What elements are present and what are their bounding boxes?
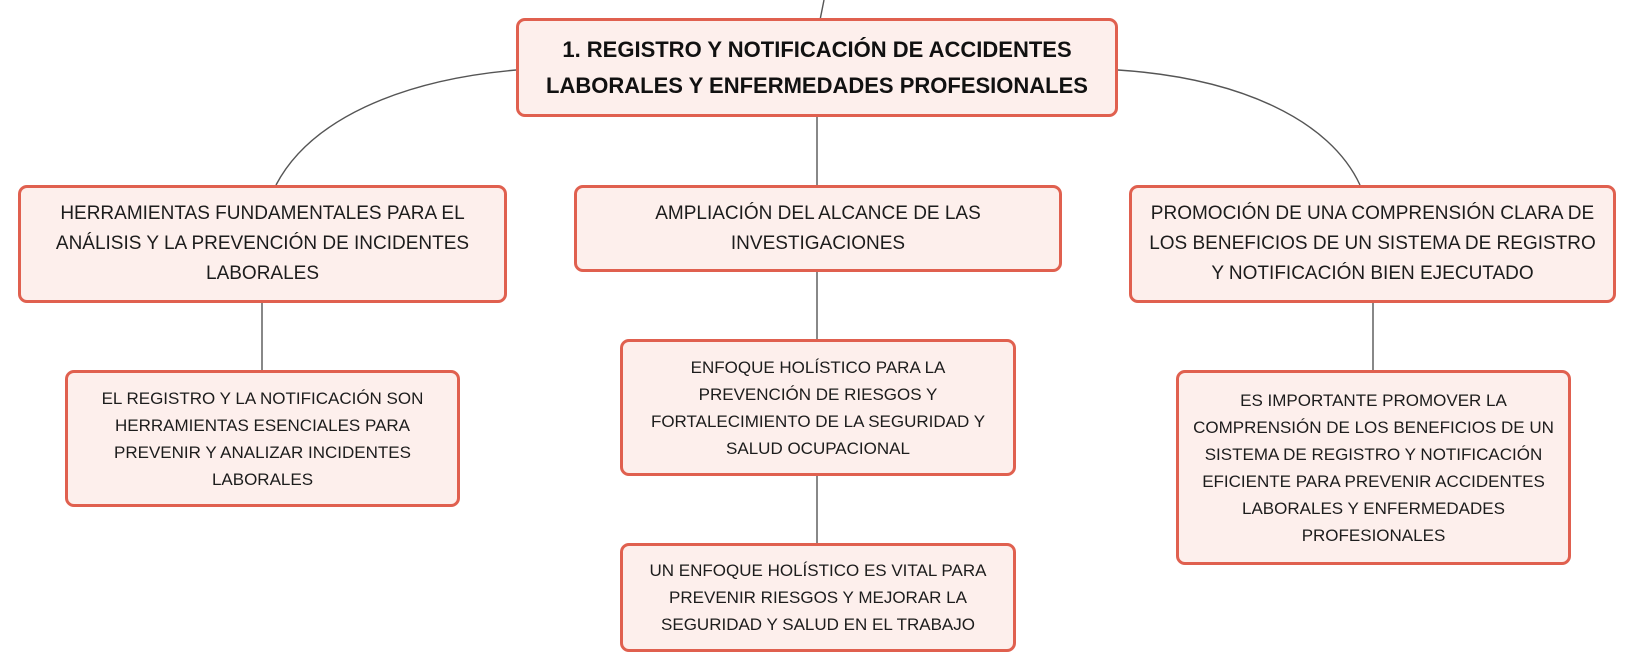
child-node-label: EL REGISTRO Y LA NOTIFICACIÓN SON HERRAMIENTAS ESENCIALES PARA PREVENIR Y ANALIZAR INCIDENTES LABORALES [101, 388, 424, 489]
branch-node-label: AMPLIACIÓN DEL ALCANCE DE LAS INVESTIGACIONES [655, 202, 981, 254]
branch-node-promocion[interactable] [1129, 185, 1616, 303]
branch-node-herramientas[interactable] [18, 185, 507, 303]
child-node-registro-notificacion[interactable] [65, 370, 460, 507]
branch-node-label: PROMOCIÓN DE UNA COMPRENSIÓN CLARA DE LOS BENEFICIOS DE UN SISTEMA DE REGISTRO Y NOTIFICACIÓN BIEN EJECUTADO [1149, 203, 1596, 284]
connector-root-incoming [820, 0, 824, 20]
child-node-label: UN ENFOQUE HOLÍSTICO ES VITAL PARA PREVENIR RIESGOS Y MEJORAR LA SEGURIDAD Y SALUD EN EL TRABAJO [649, 561, 987, 634]
root-node-label: 1. REGISTRO Y NOTIFICACIÓN DE ACCIDENTES LABORALES Y ENFERMEDADES PROFESIONALES [546, 36, 1088, 98]
root-node[interactable] [516, 18, 1118, 117]
branch-node-label: HERRAMIENTAS FUNDAMENTALES PARA EL ANÁLISIS Y LA PREVENCIÓN DE INCIDENTES LABORALES [55, 203, 470, 284]
child-node-enfoque-vital[interactable] [620, 543, 1016, 652]
branch-node-ampliacion[interactable] [574, 185, 1062, 272]
child-node-promover-comprension[interactable] [1176, 370, 1571, 565]
connector-root-to-branch-1 [276, 70, 516, 185]
child-node-label: ENFOQUE HOLÍSTICO PARA LA PREVENCIÓN DE RIESGOS Y FORTALECIMIENTO DE LA SEGURIDAD Y SALUD OCUPACIONAL [650, 357, 986, 458]
connector-root-to-branch-3 [1118, 70, 1360, 185]
child-node-label: ES IMPORTANTE PROMOVER LA COMPRENSIÓN DE LOS BENEFICIOS DE UN SISTEMA DE REGISTRO Y NOTIFICACIÓN EFICIENTE PARA PREVENIR ACCIDENTES LABORALES Y ENFERMEDADES PROFESIONALES [1193, 390, 1554, 545]
child-node-enfoque-holistico[interactable] [620, 339, 1016, 476]
